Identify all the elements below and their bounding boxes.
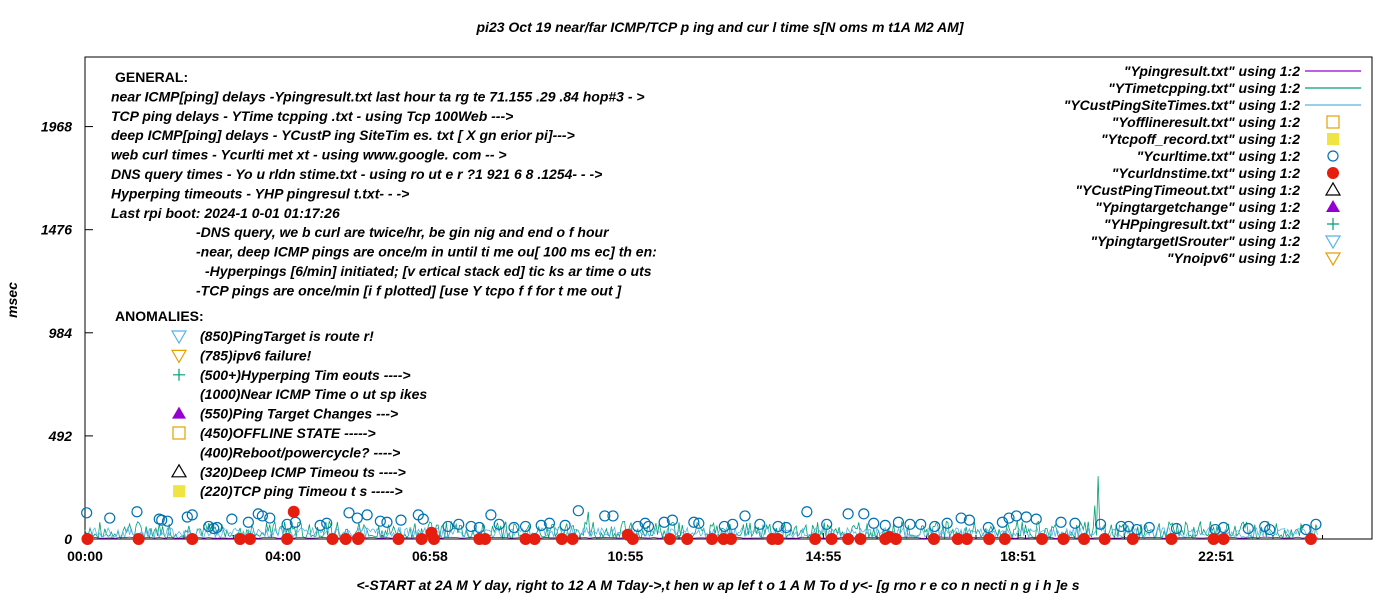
data-point (961, 534, 972, 545)
legend-label: "YCustPingSiteTimes.txt" using 1:2 (1063, 97, 1300, 113)
general-line: -TCP pings are once/min [i f plotted] [use Y tcpo f f for t me out ] (196, 282, 622, 299)
data-point (382, 517, 392, 527)
data-point (1208, 534, 1219, 545)
data-point (428, 534, 439, 545)
data-point (556, 534, 567, 545)
legend-marker (1328, 168, 1339, 179)
data-point (1079, 534, 1090, 545)
data-point (627, 534, 638, 545)
legend-marker (1327, 116, 1339, 128)
legend-label: "Ycurldnstime.txt" using 1:2 (1111, 165, 1300, 181)
data-point (567, 534, 578, 545)
x-axis-label: <-START at 2A M Y day, right to 12 A M Tday->,t hen w ap lef t o 1 A M To d y<- [g rno r e co n necti n g i h ]e s (356, 577, 1080, 593)
data-point (855, 534, 866, 545)
anomaly-text: (785)ipv6 failure! (200, 347, 312, 364)
data-point (105, 513, 115, 523)
data-point (243, 517, 253, 527)
data-point (362, 510, 372, 520)
y-tick-label: 984 (48, 324, 72, 341)
data-point (942, 518, 952, 528)
data-point (707, 534, 718, 545)
data-point (82, 508, 92, 518)
data-point (664, 534, 675, 545)
data-point (843, 534, 854, 545)
data-point (1070, 518, 1080, 528)
general-line: deep ICMP[ping] delays - YCustP ing SiteTim es. txt [ X gn erior pi]---> (111, 127, 575, 144)
x-tick-label: 18:51 (1000, 548, 1036, 564)
y-tick-label: 492 (48, 427, 72, 444)
data-point (486, 510, 496, 520)
data-point (494, 519, 504, 529)
data-point (288, 506, 299, 517)
anomaly-marker (173, 485, 185, 497)
anomaly-text: (500+)Hyperping Tim eouts ----> (200, 366, 411, 383)
data-point (443, 521, 453, 531)
general-line: -Hyperpings [6/min] initiated; [v ertical stack ed] tic ks ar time o uts (205, 263, 652, 279)
legend-label: "YTimetcpping.txt" using 1:2 (1108, 80, 1300, 96)
data-point (1218, 534, 1229, 545)
data-point (340, 534, 351, 545)
data-point (1056, 517, 1066, 527)
general-line: Hyperping timeouts - YHP pingresul t.txt- - -> (111, 185, 410, 202)
legend-label: "YCustPingTimeout.txt" using 1:2 (1075, 182, 1300, 198)
data-point (327, 534, 338, 545)
legend-marker (1326, 200, 1340, 212)
general-line: web curl times - Ycurlti met xt - using www.google. com -- > (111, 146, 507, 163)
data-point (282, 534, 293, 545)
data-point (132, 507, 142, 517)
data-point (1037, 534, 1048, 545)
anomaly-marker (172, 407, 186, 419)
anomaly-text: (320)Deep ICMP Timeou ts ----> (200, 463, 406, 480)
x-tick-label: 10:55 (607, 548, 644, 564)
data-point (916, 519, 926, 529)
data-point (1031, 514, 1041, 524)
y-tick-label: 1968 (40, 118, 72, 135)
chart-title: pi23 Oct 19 near/far ICMP/TCP p ing and cur l time s[N oms m t1A M2 AM] (476, 19, 964, 35)
legend-marker (1326, 253, 1340, 265)
data-point (1021, 512, 1031, 522)
x-tick-label: 06:58 (411, 548, 448, 564)
data-point (810, 534, 821, 545)
legend-label: "Ypingresult.txt" using 1:2 (1123, 63, 1300, 79)
legend-label: "Ynoipv6" using 1:2 (1166, 250, 1300, 266)
general-heading: GENERAL: (115, 69, 189, 85)
legend-label: "Yofflineresult.txt" using 1:2 (1111, 114, 1300, 130)
anomaly-marker (173, 369, 185, 381)
data-point (859, 509, 869, 519)
x-tick-label: 14:55 (805, 548, 842, 564)
data-point (573, 506, 583, 516)
data-point (725, 534, 736, 545)
data-point (843, 509, 853, 519)
legend-label: "Ytcpoff_record.txt" using 1:2 (1101, 131, 1300, 147)
legend-label: "Ypingtargetchange" using 1:2 (1095, 199, 1300, 215)
general-line: Last rpi boot: 2024-1 0-01 01:17:26 (111, 204, 340, 221)
y-tick-label: 0 (64, 531, 72, 547)
data-point (416, 534, 427, 545)
anomaly-text: (400)Reboot/powercycle? ----> (200, 444, 401, 461)
data-point (773, 534, 784, 545)
anomaly-text: (220)TCP ping Timeou t s -----> (200, 483, 403, 500)
anomaly-text: (850)PingTarget is route r! (200, 328, 374, 344)
y-axis-label: msec (4, 282, 20, 318)
legend-marker (1327, 218, 1339, 230)
data-point (928, 534, 939, 545)
general-line: near ICMP[ping] delays -Ypingresult.txt last hour ta rg te 71.155 .29 .84 hop#3 - > (111, 88, 645, 105)
legend-label: "YpingtargetISrouter" using 1:2 (1090, 233, 1300, 249)
data-point (245, 534, 256, 545)
data-point (1305, 534, 1316, 545)
data-point (393, 534, 404, 545)
data-point (1166, 534, 1177, 545)
data-point (315, 520, 325, 530)
data-point (82, 534, 93, 545)
data-point (802, 507, 812, 517)
data-point (1127, 534, 1138, 545)
data-point (682, 534, 693, 545)
x-tick-label: 04:00 (265, 548, 301, 564)
general-line: -near, deep ICMP pings are once/m in until ti me ou[ 100 ms ec] th en: (196, 243, 657, 260)
data-point (396, 515, 406, 525)
data-point (905, 519, 915, 529)
legend-label: "Ycurltime.txt" using 1:2 (1136, 148, 1300, 164)
data-point (529, 534, 540, 545)
data-point (1058, 534, 1069, 545)
data-point (187, 534, 198, 545)
data-point (480, 534, 491, 545)
data-point (235, 534, 246, 545)
anomalies-heading: ANOMALIES: (115, 308, 204, 324)
legend-marker (1326, 183, 1340, 195)
data-point (869, 518, 879, 528)
data-point (826, 534, 837, 545)
data-point (1099, 534, 1110, 545)
data-point (352, 513, 362, 523)
anomaly-text: (1000)Near ICMP Time o ut sp ikes (200, 386, 428, 403)
general-notes (111, 69, 657, 298)
legend-marker (1326, 236, 1340, 248)
general-line: -DNS query, we b curl are twice/hr, be gin nig and end o f hour (196, 224, 609, 241)
legend-marker (1328, 151, 1338, 161)
anomaly-marker (172, 331, 186, 343)
data-point (740, 511, 750, 521)
data-point (755, 519, 765, 529)
x-tick-label: 22:51 (1198, 548, 1234, 564)
anomaly-text: (550)Ping Target Changes ---> (200, 405, 399, 422)
anomaly-marker (172, 350, 186, 362)
general-line: DNS query times - Yo u rldn stime.txt - using ro ut e r ?1 921 6 8 .1254- - -> (111, 166, 603, 182)
anomaly-marker (172, 465, 186, 477)
data-point (999, 534, 1010, 545)
data-point (353, 532, 364, 543)
anomaly-marker (173, 427, 185, 439)
legend-marker (1327, 133, 1339, 145)
legend-label: "YHPpingresult.txt" using 1:2 (1103, 216, 1300, 232)
data-point (133, 534, 144, 545)
anomaly-text: (450)OFFLINE STATE -----> (200, 425, 376, 441)
y-tick-label: 1476 (40, 221, 72, 238)
anomalies-notes (115, 308, 427, 499)
x-tick-label: 00:00 (67, 548, 103, 564)
data-point (890, 534, 901, 545)
data-point (227, 514, 237, 524)
legend (1064, 63, 1361, 266)
data-point (984, 534, 995, 545)
data-point (1311, 519, 1321, 529)
general-line: TCP ping delays - YTime tcpping .txt - using Tcp 100Web ---> (111, 107, 514, 124)
